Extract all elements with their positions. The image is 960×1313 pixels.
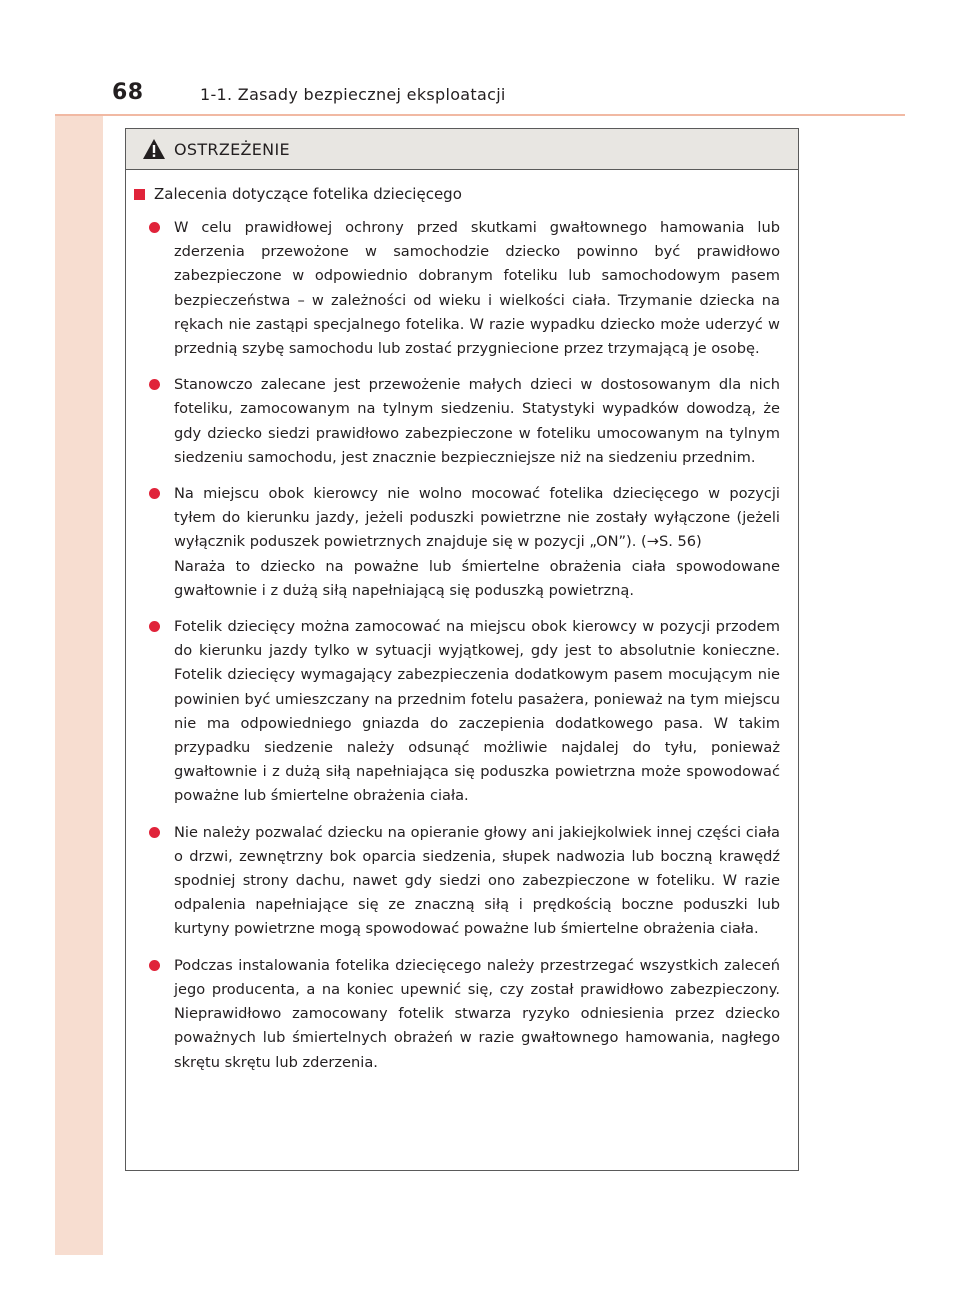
warning-title: OSTRZEŻENIE (174, 139, 290, 159)
round-bullet-icon (149, 827, 160, 838)
list-item (134, 821, 780, 942)
round-bullet-icon (149, 621, 160, 632)
side-color-band (55, 55, 103, 1255)
bullet-paragraph: Podczas instalowania fotelika dziecięcego należy przestrzegać wszystkich zaleceń jego producenta, a na koniec upewnić się, czy został prawidłowo zabezpieczony. Nieprawidłowo zamocowany fotelik stwarza ryzyko odniesienia przez dziecko poważnych lub śmiertelnych obrażeń w razie gwałtownego hamowania, nagłego skrętu skrętu lub zderzenia. (174, 956, 780, 1071)
topic-heading (134, 185, 780, 203)
page-number: 68 (112, 80, 144, 105)
topic-heading-text: Zalecenia dotyczące fotelika dziecięcego (154, 185, 462, 203)
bullet-paragraph: Fotelik dziecięcy można zamocować na miejscu obok kierowcy w pozycji przodem do kierunku jazdy tylko w sytuacji wyjątkowej, gdy jest to absolutnie konieczne. Fotelik dziecięcy wymagający zabezpieczenia dodatkowym pasem mocującym nie powinien być umieszczany na przednim fotelu pasażera, ponieważ na tym miejscu nie ma odpowiedniego gniazda do zaczepienia dodatkowego pasa. W takim przypadku siedzenie należy odsunąć możliwie najdalej do tyłu, ponieważ gwałtownie i z dużą siłą napełniająca się poduszka powietrzna może spowodować poważne lub śmiertelne obrażenia ciała. (174, 618, 780, 805)
warning-header (126, 129, 798, 170)
list-item (134, 615, 780, 809)
bullet-paragraph: Naraża to dziecko na poważne lub śmiertelne obrażenia ciała spowodowane gwałtownie i z dużą siłą napełniającą się poduszką powietrzną. (174, 557, 780, 599)
header-divider (55, 114, 905, 116)
list-item (134, 954, 780, 1075)
bullet-paragraph: W celu prawidłowej ochrony przed skutkami gwałtownego hamowania lub zderzenia przewożone w samochodzie dziecko powinno być prawidłowo zabezpieczone w odpowiednio dobranym foteliku lub samochodowym pasem bezpieczeństwa – w zależności od wieku i wielkości ciała. Trzymanie dziecka na rękach nie zastąpi specjalnego fotelika. W razie wypadku dziecko może uderzyć w przednią szybę samochodu lub zostać przygniecione przez trzymającą je osobę. (174, 219, 780, 358)
bullet-paragraph: Na miejscu obok kierowcy nie wolno mocować fotelika dziecięcego w pozycji tyłem do kierunku jazdy, jeżeli poduszki powietrzne nie zostały wyłączone (jeżeli wyłącznik poduszek powietrznych znajduje się w pozycji „ON”). (→S. 56) (174, 485, 780, 551)
round-bullet-icon (149, 222, 160, 233)
round-bullet-icon (149, 488, 160, 499)
warning-box (125, 128, 799, 1171)
list-item (134, 216, 780, 361)
bullet-paragraph: Nie należy pozwalać dziecku na opieranie głowy ani jakiejkolwiek innej części ciała o drzwi, zewnętrzny bok oparcia siedzenia, słupek nadwozia lub boczną krawędź spodniej strony dachu, nawet gdy siedzi ono zabezpieczone w foteliku. W razie odpalenia napełniające się ze znaczną siłą i prędkością boczne poduszki lub kurtyny powietrzne mogą spowodować poważne lub śmiertelne obrażenia ciała. (174, 823, 780, 938)
section-title: 1-1. Zasady bezpiecznej eksploatacji (200, 85, 506, 104)
warning-body (126, 170, 798, 1075)
round-bullet-icon (149, 960, 160, 971)
list-item (134, 482, 780, 603)
round-bullet-icon (149, 379, 160, 390)
list-item (134, 373, 780, 470)
warning-triangle-icon (142, 138, 166, 160)
bullet-paragraph: Stanowczo zalecane jest przewożenie małych dzieci w dostosowanym dla nich foteliku, zamocowanym na tylnym siedzeniu. Statystyki wypadków dowodzą, że gdy dziecko siedzi prawidłowo zabezpieczone w foteliku umocowanym na tylnym siedzeniu samochodu, jest znacznie bezpieczniejsze niż na siedzeniu przednim. (174, 376, 780, 466)
square-bullet-icon (134, 189, 145, 200)
